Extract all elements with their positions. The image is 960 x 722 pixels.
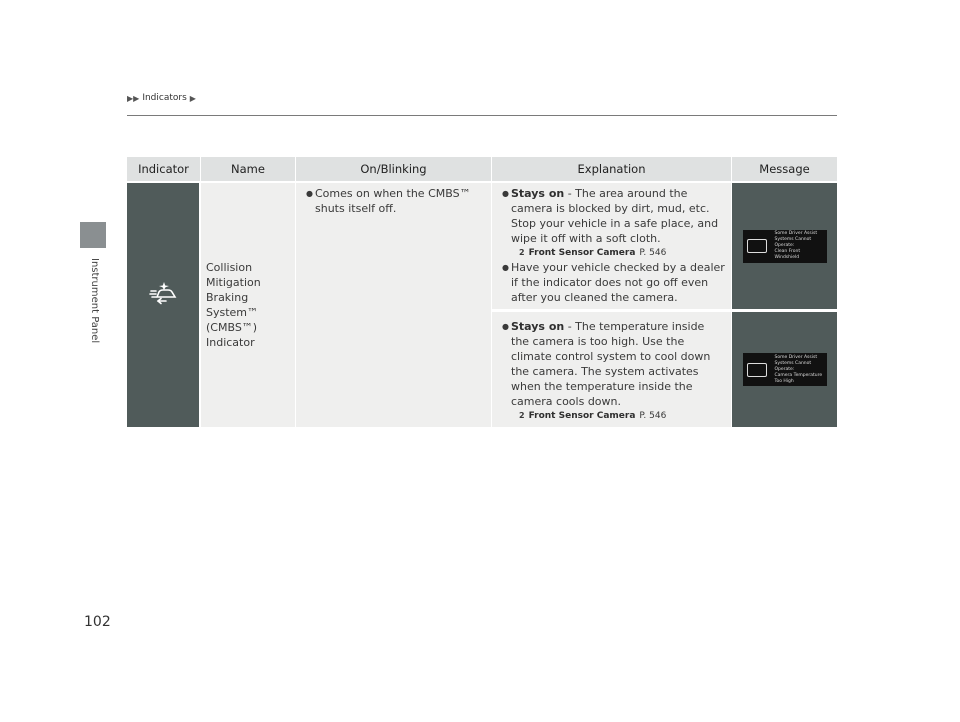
reference-arrow-icon: 2 xyxy=(519,248,525,257)
on-blinking-cell: ● Comes on when the CMBS™ shuts itself off. xyxy=(296,183,492,427)
camera-icon xyxy=(747,363,767,377)
column-header: Explanation xyxy=(492,157,732,181)
indicator-cell xyxy=(127,183,201,427)
triangle-right-icon: ▶▶ xyxy=(127,93,140,103)
column-header: On/Blinking xyxy=(296,157,492,181)
message-cell xyxy=(732,183,837,309)
message-display: Some Driver Assist Systems Cannot Operate: Camera Temperature Too High xyxy=(743,353,827,386)
column-header: Message xyxy=(732,157,837,181)
camera-icon xyxy=(747,239,767,253)
column-header: Indicator xyxy=(127,157,201,181)
section-label: Instrument Panel xyxy=(89,258,100,344)
name-cell: Collision Mitigation Braking System™ (CMBS™) Indicator xyxy=(201,183,296,427)
breadcrumb-label: Indicators xyxy=(142,93,187,103)
explanation-bullet: ● Stays on - The area around the camera is blocked by dirt, mud, etc. Stop your vehicle in a safe place, and wipe it off with a soft cloth. xyxy=(502,186,725,246)
cross-reference-link[interactable]: 2 Front Sensor Camera P. 546 xyxy=(519,248,667,258)
explanation-bullet: ● Have your vehicle checked by a dealer if the indicator does not go off even after you cleaned the camera. xyxy=(502,260,725,305)
table-header-row xyxy=(127,157,837,181)
cross-reference-link[interactable]: 2 Front Sensor Camera P. 546 xyxy=(519,411,667,421)
section-tab xyxy=(80,222,106,248)
message-cell xyxy=(732,309,837,427)
table-row xyxy=(127,183,837,309)
header-rule xyxy=(127,115,837,116)
column-header: Name xyxy=(201,157,296,181)
explanation-cell xyxy=(492,309,732,427)
message-display: Some Driver Assist Systems Cannot Operate: Clean Front Windshield xyxy=(743,230,827,263)
indicator-table xyxy=(127,157,837,427)
page-number: 102 xyxy=(84,614,111,630)
triangle-right-icon: ▶ xyxy=(189,93,196,103)
explanation-cell xyxy=(492,183,732,309)
breadcrumb xyxy=(127,93,196,103)
reference-arrow-icon: 2 xyxy=(519,411,525,420)
explanation-bullet: ● Stays on - The temperature inside the camera is too high. Use the climate control system to cool down the camera. The system activates when the temperature inside the camera cools down. xyxy=(502,319,725,409)
cmbs-icon xyxy=(148,282,178,306)
